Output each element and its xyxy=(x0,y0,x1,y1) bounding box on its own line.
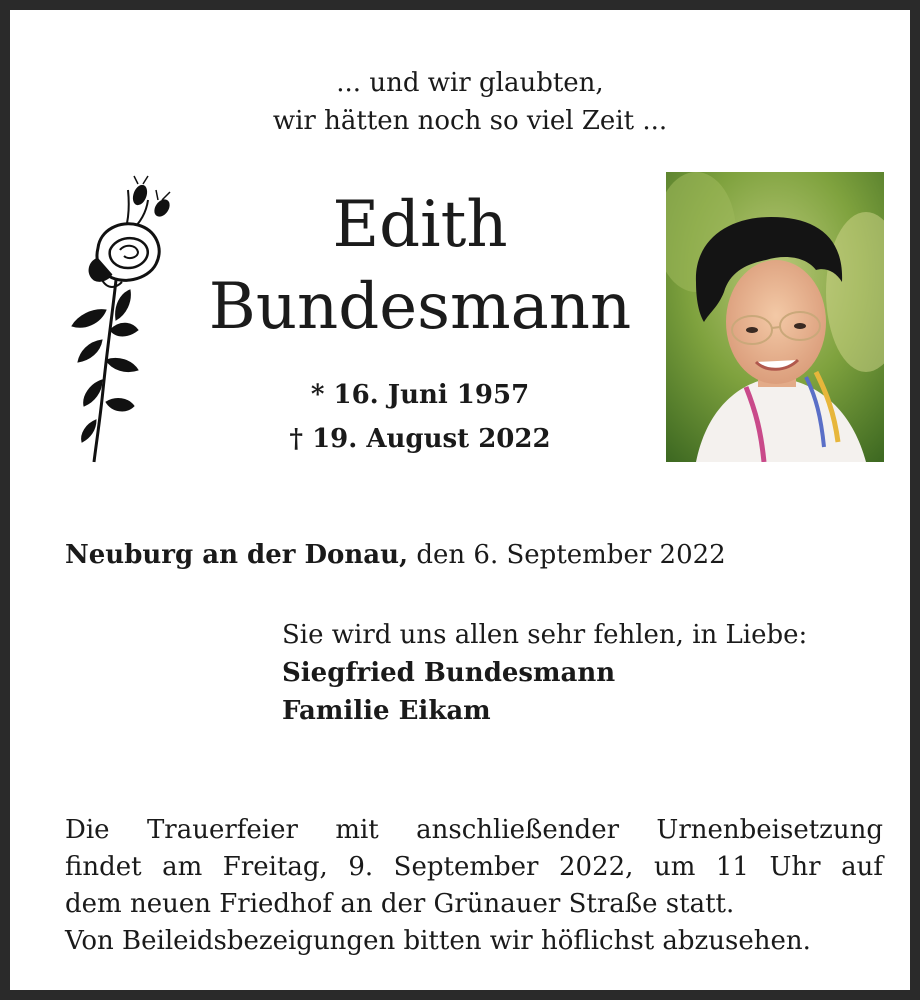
quote-line-2: wir hätten noch so viel Zeit ... xyxy=(272,106,668,136)
quote-line-1: ... und wir glaubten, xyxy=(336,68,604,98)
mourner-name: Familie Eikam xyxy=(282,696,491,726)
funeral-notice-line: dem neuen Friedhof an der Grünauer Straße statt. xyxy=(65,889,735,919)
birth-date: * 16. Juni 1957 xyxy=(310,380,530,410)
place-date-line xyxy=(65,540,726,570)
funeral-notice-line: findet am Freitag, 9. September 2022, um 11 Uhr auf xyxy=(65,852,883,882)
deceased-last-name: Bundesmann xyxy=(208,270,632,344)
mourner-name: Siegfried Bundesmann xyxy=(282,658,616,688)
rose-icon xyxy=(58,170,178,465)
announcement-date: den 6. September 2022 xyxy=(416,540,726,570)
funeral-notice-line: Von Beileidsbezeigungen bitten wir höflichst abzusehen. xyxy=(65,926,811,956)
mourners-intro: Sie wird uns allen sehr fehlen, in Liebe: xyxy=(282,620,808,650)
deceased-first-name: Edith xyxy=(332,188,508,262)
funeral-notice-line: Die Trauerfeier mit anschließender Urnenbeisetzung xyxy=(65,815,883,845)
portrait-photo xyxy=(666,172,884,462)
death-date: † 19. August 2022 xyxy=(289,424,551,454)
place-name: Neuburg an der Donau, xyxy=(65,540,409,570)
